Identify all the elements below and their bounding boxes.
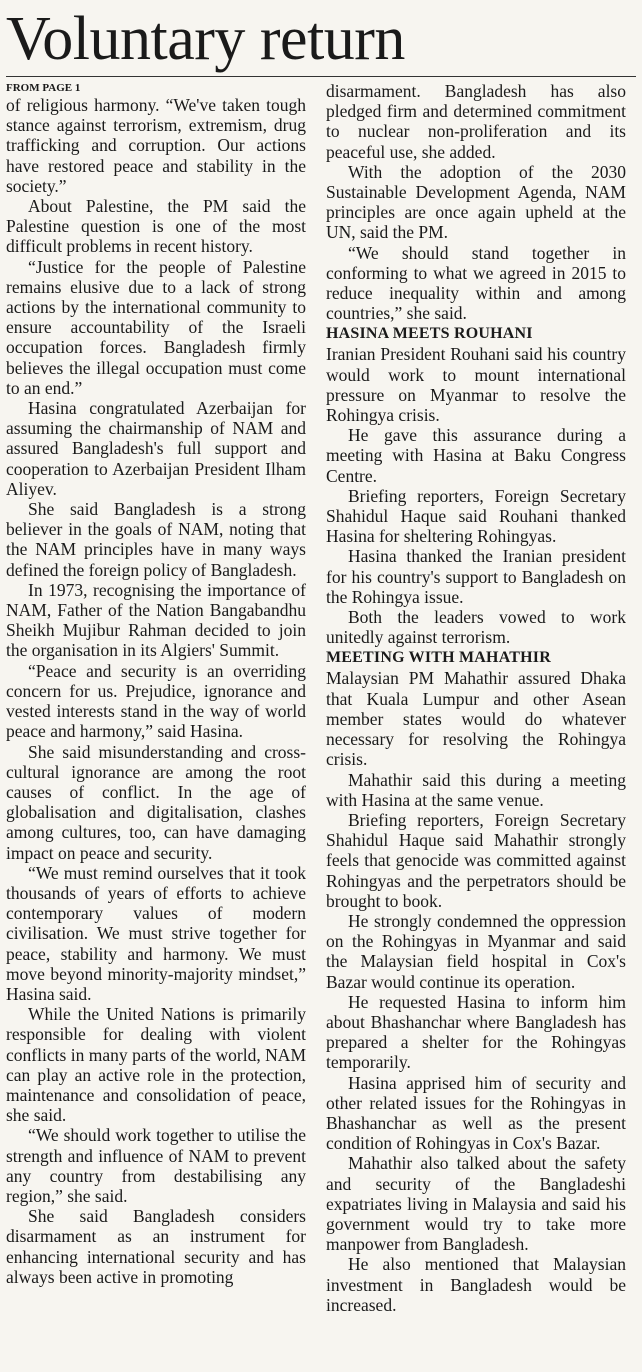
paragraph: Hasina congratulated Azerbaijan for assuming the chairmanship of NAM and assured Bangladesh's full support and cooperation to Azerbaijan President Ilham Aliyev. — [6, 398, 306, 499]
headline-rule — [6, 76, 636, 77]
subheading-mahathir: MEETING WITH MAHATHIR — [326, 649, 551, 667]
paragraph: Briefing reporters, Foreign Secretary Shahidul Haque said Rouhani thanked Hasina for sheltering Rohingyas. — [326, 485, 626, 547]
paragraph: “Peace and security is an overriding concern for us. Prejudice, ignorance and vested interests stand in the way of world peace and harmony,” said Hasina. — [6, 660, 306, 742]
paragraph: “We should work together to utilise the strength and influence of NAM to prevent any country from destabilising any region,” she said. — [6, 1125, 306, 1206]
paragraph: Iranian President Rouhani said his country would work to mount international pressure on Myanmar to resolve the Rohingya crisis. — [326, 344, 626, 426]
paragraph: Mahathir also talked about the safety and security of the Bangladeshi expatriates living in Malaysia and said his government would try to take more manpower from Bangladesh. — [326, 1153, 626, 1255]
paragraph: While the United Nations is primarily responsible for dealing with violent conflicts in many parts of the world, NAM can play an active role in the protection, maintenance and consolidation of peace, she said. — [6, 1004, 306, 1126]
paragraph: Hasina apprised him of security and other related issues for the Rohingyas in Bhashanchar as well as the present condition of Rohingyas in Cox's Bazar. — [326, 1072, 626, 1154]
paragraph: Hasina thanked the Iranian president for his country's support to Bangladesh on the Rohingya issue. — [326, 546, 626, 607]
right-column — [326, 81, 626, 1315]
headline: Voluntary return — [6, 5, 405, 73]
paragraph: He strongly condemned the oppression on the Rohingyas in Myanmar and said the Malaysian field hospital in Cox's Bazar would continue its operation. — [326, 910, 626, 992]
paragraph: About Palestine, the PM said the Palestine question is one of the most difficult problems in recent history. — [6, 196, 306, 257]
paragraph: Malaysian PM Mahathir assured Dhaka that Kuala Lumpur and other Asean member states would do whatever necessary for resolving the Rohingya crisis. — [326, 668, 626, 770]
paragraph: He also mentioned that Malaysian investment in Bangladesh would be increased. — [326, 1254, 626, 1315]
left-column — [6, 81, 306, 1315]
paragraph: She said Bangladesh considers disarmament as an instrument for enhancing international security and has always been active in promoting — [6, 1206, 306, 1287]
paragraph: She said misunderstanding and cross-cultural ignorance are among the root causes of conflict. In the age of globalisation and digitalisation, clashes among cultures, too, can have damaging impact on peace and security. — [6, 741, 306, 863]
paragraph: With the adoption of the 2030 Sustainable Development Agenda, NAM principles are once again upheld at the UN, said the PM. — [326, 161, 626, 243]
paragraph: Briefing reporters, Foreign Secretary Shahidul Haque said Mahathir strongly feels that genocide was committed against Rohingyas and the perpetrators should be brought to book. — [326, 809, 626, 911]
paragraph: “We should stand together in conforming to what we agreed in 2015 to reduce inequality within and among countries,” she said. — [326, 242, 626, 324]
continuation-kicker: FROM PAGE 1 — [6, 82, 81, 94]
paragraph: Mahathir said this during a meeting with Hasina at the same venue. — [326, 769, 626, 810]
paragraph: “Justice for the people of Palestine remains elusive due to a lack of strong actions by the international community to ensure accountability of the Israeli occupation forces. Bangladesh firmly believes the illegal occupation must come to an end.” — [6, 256, 306, 398]
paragraph: “We must remind ourselves that it took thousands of years of efforts to achieve contemporary values of modern civilisation. We must strive together for peace, stability and harmony. We must move beyond minority-majority mindset,” Hasina said. — [6, 862, 306, 1004]
paragraph: disarmament. Bangladesh has also pledged firm and determined commitment to nuclear non-proliferation and its peaceful use, she added. — [326, 81, 626, 162]
paragraph: Both the leaders vowed to work unitedly against terrorism. — [326, 607, 626, 648]
paragraph: In 1973, recognising the importance of NAM, Father of the Nation Bangabandhu Sheikh Mujibur Rahman decided to join the organisation in its Algiers' Summit. — [6, 579, 306, 661]
paragraph: She said Bangladesh is a strong believer in the goals of NAM, noting that the NAM principles have in many ways defined the foreign policy of Bangladesh. — [6, 499, 306, 580]
paragraph: He gave this assurance during a meeting with Hasina at Baku Congress Centre. — [326, 425, 626, 486]
paragraph: of religious harmony. “We've taken tough stance against terrorism, extremism, drug trafficking and corruption. Our actions have restored peace and stability in the society.” — [6, 95, 306, 196]
paragraph: He requested Hasina to inform him about Bhashanchar where Bangladesh has prepared a shelter for the Rohingyas temporarily. — [326, 991, 626, 1073]
article-columns — [6, 81, 636, 1315]
subheading-rouhani: HASINA MEETS ROUHANI — [326, 325, 533, 343]
